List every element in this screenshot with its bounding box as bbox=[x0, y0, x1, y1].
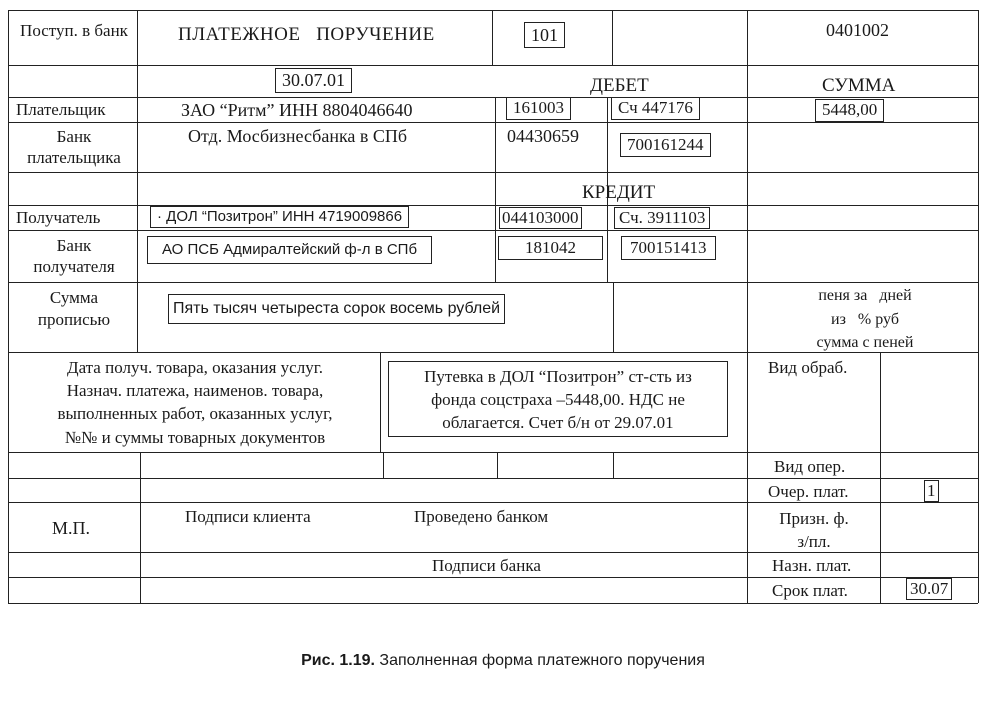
payer-account-code: 161003 bbox=[506, 97, 571, 120]
figure-number: Рис. 1.19. bbox=[301, 652, 375, 669]
grid-line bbox=[8, 282, 978, 283]
payer-amount: 5448,00 bbox=[815, 99, 884, 122]
credit-label: КРЕДИТ bbox=[582, 182, 656, 203]
grid-line bbox=[497, 452, 498, 478]
grid-line bbox=[978, 10, 979, 603]
recipient-label: Получатель bbox=[16, 208, 101, 227]
grid-line bbox=[383, 452, 384, 478]
payer-name: ЗАО “Ритм” ИНН 8804046640 bbox=[181, 100, 413, 120]
grid-line bbox=[8, 10, 9, 603]
recipient-bank-label: Банк получателя bbox=[33, 236, 115, 276]
client-signatures-label: Подписи клиента bbox=[185, 507, 311, 526]
operation-type-label: Вид опер. bbox=[774, 457, 846, 476]
penalty-line-2: из % руб bbox=[831, 311, 899, 328]
purpose-label-line-2: Назнач. платежа, наименов. товара, bbox=[66, 381, 324, 400]
sign-label-line-1: Призн. ф. bbox=[779, 509, 849, 528]
purpose-label-line-4: №№ и суммы товарных документов bbox=[64, 428, 326, 447]
grid-line bbox=[8, 577, 978, 578]
sign-label-line-2: з/пл. bbox=[797, 532, 831, 551]
stamp-label: М.П. bbox=[52, 518, 91, 538]
grid-line bbox=[612, 10, 613, 65]
grid-line bbox=[380, 352, 381, 452]
grid-line bbox=[8, 172, 978, 173]
amount-words-label: Сумма прописью bbox=[37, 288, 111, 329]
recipient-name: · ДОЛ “Позитрон” ИНН 4719009866 bbox=[150, 206, 409, 228]
recipient-bic: 044103000 bbox=[499, 207, 582, 229]
figure-caption bbox=[0, 652, 1006, 670]
payer-bank-corr-account: 700161244 bbox=[620, 133, 711, 157]
debit-label: ДЕБЕТ bbox=[590, 75, 649, 96]
grid-line bbox=[613, 282, 614, 353]
grid-line bbox=[8, 603, 978, 604]
payment-term-value: 30.07 bbox=[906, 578, 952, 600]
bank-signatures-label: Подписи банка bbox=[432, 556, 541, 575]
grid-line bbox=[8, 552, 978, 553]
penalty-line-1: пеня за дней bbox=[818, 287, 912, 304]
purpose-label-line-3: выполненных работ, оказанных услуг, bbox=[57, 404, 333, 423]
grid-line bbox=[492, 10, 493, 65]
grid-line bbox=[8, 122, 978, 123]
grid-line bbox=[140, 452, 141, 603]
grid-line bbox=[8, 230, 978, 231]
processing-type-label: Вид обраб. bbox=[768, 358, 848, 377]
recipient-account: Сч. 3911103 bbox=[614, 207, 710, 229]
okud-code: 0401002 bbox=[826, 20, 889, 40]
grid-line bbox=[880, 352, 881, 603]
recipient-bank-code: 181042 bbox=[498, 236, 603, 260]
purpose-text-line-3: облагается. Счет б/н от 29.07.01 bbox=[442, 413, 674, 432]
payer-account: Сч 447176 bbox=[611, 97, 700, 120]
amount-words-value: Пять тысяч четыреста сорок восемь рублей bbox=[168, 294, 505, 324]
grid-line bbox=[8, 97, 978, 98]
figure-caption-text: Заполненная форма платежного поручения bbox=[374, 652, 705, 669]
form-code-box: 101 bbox=[524, 22, 565, 48]
sum-label: СУММА bbox=[822, 75, 896, 96]
recipient-bank-corr-account: 700151413 bbox=[621, 236, 716, 260]
grid-line bbox=[495, 97, 496, 283]
grid-line bbox=[137, 10, 138, 353]
grid-line bbox=[8, 10, 978, 11]
purpose-label-line-1: Дата получ. товара, оказания услуг. bbox=[66, 358, 324, 377]
bank-processed-label: Проведено банком bbox=[414, 507, 549, 526]
form-title: ПЛАТЕЖНОЕ ПОРУЧЕНИЕ bbox=[178, 24, 435, 45]
grid-line bbox=[8, 65, 978, 66]
payment-purpose-label: Назн. плат. bbox=[772, 556, 852, 575]
payer-bank-name: Отд. Мосбизнесбанка в СПб bbox=[188, 126, 408, 146]
payer-label: Плательщик bbox=[16, 100, 106, 119]
payment-order-value: 1 bbox=[924, 480, 939, 502]
recipient-bank-name: АО ПСБ Адмиралтейский ф-л в СПб bbox=[147, 236, 432, 264]
penalty-line-3: сумма с пеней bbox=[816, 334, 914, 351]
purpose-text-line-1: Путевка в ДОЛ “Позитрон” ст-сть из bbox=[424, 367, 692, 386]
purpose-text-line-2: фонда соцстраха –5448,00. НДС не bbox=[431, 390, 685, 409]
date-box: 30.07.01 bbox=[275, 68, 352, 93]
grid-line bbox=[747, 10, 748, 603]
payment-order-label: Очер. плат. bbox=[768, 482, 849, 501]
purpose-text-box bbox=[388, 361, 728, 437]
grid-line bbox=[8, 502, 978, 503]
payment-term-label: Срок плат. bbox=[772, 581, 848, 600]
payer-bank-label: Банк плательщика bbox=[27, 127, 121, 167]
grid-line bbox=[613, 452, 614, 478]
payer-bank-bic: 04430659 bbox=[507, 126, 579, 146]
received-in-bank-label: Поступ. в банк bbox=[20, 21, 128, 40]
grid-line bbox=[8, 478, 978, 479]
grid-line bbox=[8, 452, 978, 453]
